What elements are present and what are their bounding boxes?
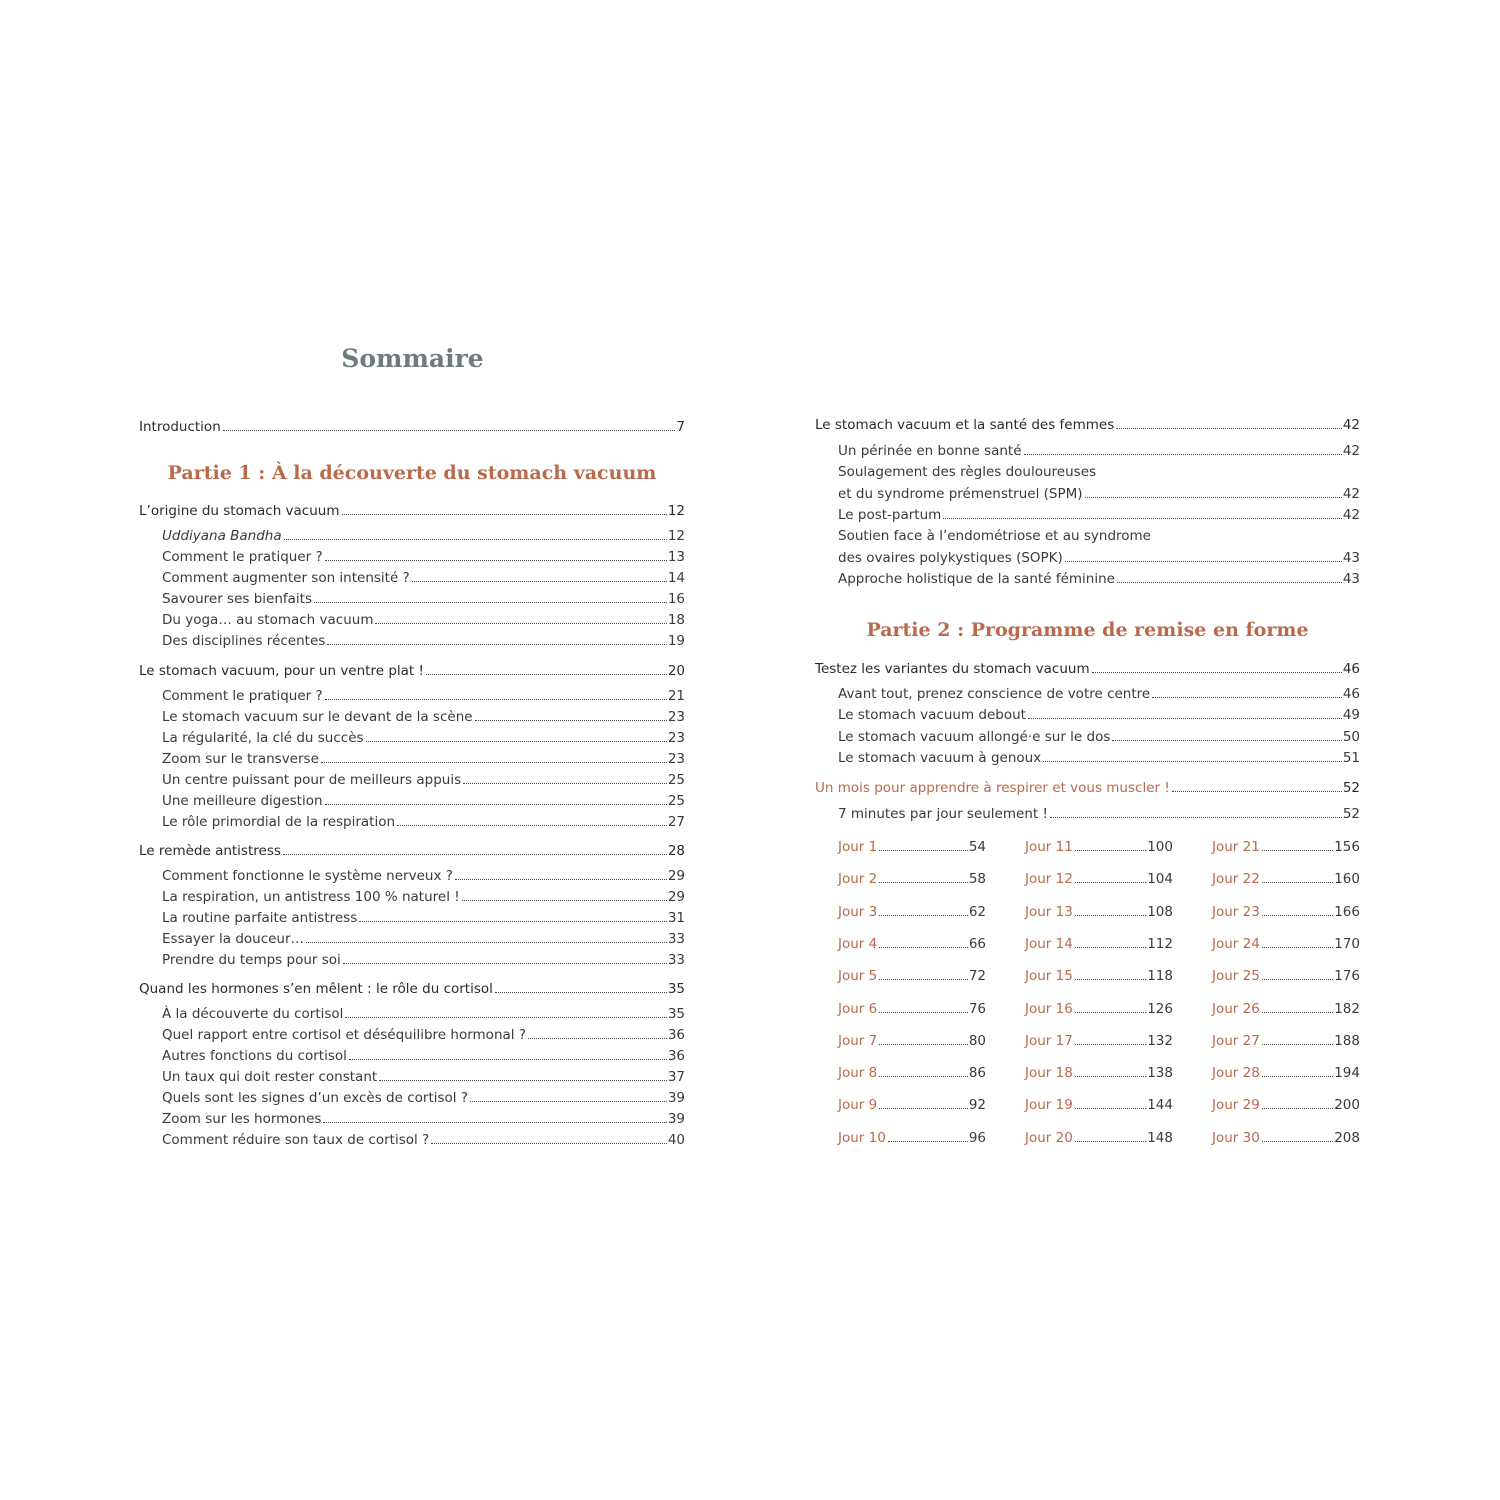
day-entry[interactable] bbox=[1212, 1032, 1360, 1050]
toc-entry-page: 40 bbox=[667, 1132, 685, 1148]
dot-leader bbox=[1028, 718, 1342, 719]
toc-entry-label: Quels sont les signes d’un excès de cortisol ? bbox=[162, 1090, 468, 1106]
toc-subentry[interactable] bbox=[162, 1131, 685, 1149]
dot-leader bbox=[343, 963, 667, 964]
toc-entry-label: Prendre du temps pour soi bbox=[162, 952, 341, 968]
dot-leader bbox=[1262, 1076, 1333, 1077]
toc-entry-page: 20 bbox=[667, 663, 685, 679]
day-entry[interactable] bbox=[838, 870, 986, 888]
toc-entry-label: Un périnée en bonne santé bbox=[838, 443, 1022, 459]
toc-subentry[interactable] bbox=[162, 527, 685, 545]
toc-section[interactable] bbox=[139, 842, 685, 860]
toc-entry-page: 42 bbox=[1342, 507, 1360, 523]
day-label: Jour 29 bbox=[1212, 1097, 1260, 1114]
toc-subentry[interactable] bbox=[162, 729, 685, 747]
toc-entry-label: Le stomach vacuum, pour un ventre plat ! bbox=[139, 663, 424, 679]
toc-entry-page: 42 bbox=[1342, 486, 1360, 502]
day-label: Jour 7 bbox=[838, 1032, 878, 1049]
day-page: 58 bbox=[968, 871, 986, 888]
day-page: 208 bbox=[1334, 1129, 1360, 1146]
day-page: 160 bbox=[1334, 871, 1360, 888]
toc-entry-label: Comment le pratiquer ? bbox=[162, 549, 323, 565]
toc-entry-label: Le post-partum bbox=[838, 507, 942, 523]
toc-section[interactable] bbox=[815, 660, 1360, 678]
toc-subentry[interactable] bbox=[162, 708, 685, 726]
toc-subentry[interactable] bbox=[162, 590, 685, 608]
toc-entry-label: Zoom sur le transverse bbox=[162, 751, 319, 767]
day-entry[interactable] bbox=[838, 838, 986, 856]
toc-entry-label: Un taux qui doit rester constant bbox=[162, 1069, 378, 1085]
toc-entry-label: Uddiyana Bandha bbox=[162, 528, 282, 544]
day-label: Jour 12 bbox=[1025, 871, 1073, 888]
dot-leader bbox=[321, 762, 667, 763]
dot-leader bbox=[463, 783, 667, 784]
dot-leader bbox=[375, 623, 666, 624]
toc-subentry[interactable] bbox=[162, 867, 685, 885]
toc-subentry[interactable] bbox=[162, 1026, 685, 1044]
dot-leader bbox=[325, 804, 667, 805]
toc-entry-label: Le stomach vacuum sur le devant de la scène bbox=[162, 709, 473, 725]
dot-leader bbox=[1262, 947, 1333, 948]
toc-entry-page: 23 bbox=[667, 751, 685, 767]
toc-subentry[interactable] bbox=[838, 442, 1360, 460]
day-label: Jour 2 bbox=[838, 871, 878, 888]
day-entry[interactable] bbox=[838, 1000, 986, 1018]
day-entry[interactable] bbox=[1025, 1032, 1173, 1050]
toc-entry-label: Comment réduire son taux de cortisol ? bbox=[162, 1132, 430, 1148]
dot-leader bbox=[528, 1038, 667, 1039]
toc-subentry[interactable] bbox=[162, 611, 685, 629]
toc-entry-page: 39 bbox=[667, 1111, 685, 1127]
day-entry[interactable] bbox=[838, 967, 986, 985]
toc-entry-label: L’origine du stomach vacuum bbox=[139, 503, 340, 519]
day-entry[interactable] bbox=[1212, 838, 1360, 856]
toc-entry-page: 18 bbox=[667, 612, 685, 628]
toc-entry-label: Le stomach vacuum allongé·e sur le dos bbox=[838, 729, 1111, 745]
dot-leader bbox=[879, 1108, 968, 1109]
dot-leader bbox=[283, 854, 667, 855]
toc-entry-page: 28 bbox=[667, 843, 685, 859]
dot-leader bbox=[323, 1122, 666, 1123]
day-page: 170 bbox=[1334, 935, 1360, 952]
day-label: Jour 18 bbox=[1025, 1065, 1073, 1082]
toc-entry-page: 29 bbox=[667, 889, 685, 905]
dot-leader bbox=[1172, 791, 1342, 792]
dot-leader bbox=[1262, 1012, 1333, 1013]
day-entry[interactable] bbox=[1212, 903, 1360, 921]
toc-entry-label: Du yoga… au stomach vacuum bbox=[162, 612, 374, 628]
toc-entry-page: 50 bbox=[1342, 729, 1360, 745]
toc-subentry[interactable] bbox=[162, 632, 685, 650]
day-label: Jour 19 bbox=[1025, 1097, 1073, 1114]
day-entry[interactable] bbox=[1212, 967, 1360, 985]
toc-entry-label: Comment fonctionne le système nerveux ? bbox=[162, 868, 453, 884]
dot-leader bbox=[1262, 915, 1333, 916]
day-label: Jour 4 bbox=[838, 935, 878, 952]
toc-entry-page: 16 bbox=[667, 591, 685, 607]
toc-subentry[interactable] bbox=[162, 888, 685, 906]
toc-entry-page: 14 bbox=[667, 570, 685, 586]
day-entry[interactable] bbox=[1212, 1000, 1360, 1018]
day-entry[interactable] bbox=[1212, 870, 1360, 888]
day-page: 92 bbox=[968, 1097, 986, 1114]
day-entry[interactable] bbox=[838, 903, 986, 921]
day-page: 148 bbox=[1147, 1129, 1173, 1146]
day-label: Jour 1 bbox=[838, 839, 878, 855]
dot-leader bbox=[284, 539, 667, 540]
day-page: 108 bbox=[1147, 903, 1173, 920]
toc-entry-page: 36 bbox=[667, 1027, 685, 1043]
toc-title: Sommaire bbox=[341, 344, 484, 373]
dot-leader bbox=[314, 602, 667, 603]
dot-leader bbox=[1050, 817, 1342, 818]
toc-subentry[interactable] bbox=[162, 569, 685, 587]
toc-entry-label: Des disciplines récentes bbox=[162, 633, 326, 649]
toc-entry-page: 29 bbox=[667, 868, 685, 884]
day-label: Jour 21 bbox=[1212, 839, 1260, 855]
day-page: 100 bbox=[1147, 839, 1173, 855]
day-label: Jour 13 bbox=[1025, 903, 1073, 920]
toc-entry-label: Le rôle primordial de la respiration bbox=[162, 814, 396, 830]
day-page: 112 bbox=[1147, 935, 1173, 952]
toc-section[interactable] bbox=[139, 502, 685, 520]
day-page: 126 bbox=[1147, 1000, 1173, 1017]
dot-leader bbox=[1262, 979, 1333, 980]
dot-leader bbox=[325, 699, 667, 700]
toc-subentry[interactable] bbox=[162, 792, 685, 810]
dot-leader bbox=[306, 942, 667, 943]
toc-subentry[interactable] bbox=[162, 1068, 685, 1086]
day-label: Jour 5 bbox=[838, 968, 878, 985]
day-label: Jour 26 bbox=[1212, 1000, 1260, 1017]
toc-entry-page: 13 bbox=[667, 549, 685, 565]
toc-subentry[interactable] bbox=[838, 549, 1360, 567]
dot-leader bbox=[1075, 850, 1146, 851]
dot-leader bbox=[1262, 882, 1333, 883]
dot-leader bbox=[223, 430, 676, 431]
dot-leader bbox=[327, 644, 667, 645]
toc-entry-label: Introduction bbox=[139, 419, 221, 435]
dot-leader bbox=[879, 947, 968, 948]
toc-entry-label: des ovaires polykystiques (SOPK) bbox=[838, 550, 1063, 566]
toc-entry-page: 27 bbox=[667, 814, 685, 830]
day-entry[interactable] bbox=[1025, 903, 1173, 921]
toc-subentry[interactable] bbox=[838, 570, 1360, 588]
toc-entry-page: 46 bbox=[1342, 661, 1360, 677]
dot-leader bbox=[879, 1044, 968, 1045]
day-page: 138 bbox=[1147, 1065, 1173, 1082]
day-label: Jour 25 bbox=[1212, 968, 1260, 985]
toc-section[interactable] bbox=[139, 980, 685, 998]
toc-entry-page: 43 bbox=[1342, 550, 1360, 566]
toc-entry-label: La régularité, la clé du succès bbox=[162, 730, 364, 746]
dot-leader bbox=[1075, 1076, 1146, 1077]
day-entry[interactable] bbox=[1025, 870, 1173, 888]
toc-entry-page: 49 bbox=[1342, 707, 1360, 723]
toc-entry-page: 51 bbox=[1342, 750, 1360, 766]
toc-subentry[interactable] bbox=[162, 813, 685, 831]
toc-section-month[interactable] bbox=[815, 779, 1360, 797]
day-label: Jour 9 bbox=[838, 1097, 878, 1114]
day-page: 62 bbox=[968, 903, 986, 920]
toc-entry-page: 25 bbox=[667, 793, 685, 809]
toc-entry-page: 42 bbox=[1342, 417, 1360, 433]
day-page: 76 bbox=[968, 1000, 986, 1017]
day-entry[interactable] bbox=[838, 1064, 986, 1082]
toc-subentry[interactable] bbox=[162, 548, 685, 566]
dot-leader bbox=[462, 900, 667, 901]
day-label: Jour 23 bbox=[1212, 903, 1260, 920]
dot-leader bbox=[1075, 1141, 1146, 1142]
toc-entry-page: 23 bbox=[667, 709, 685, 725]
day-entry[interactable] bbox=[838, 1096, 986, 1114]
dot-leader bbox=[366, 741, 667, 742]
day-page: 80 bbox=[968, 1032, 986, 1049]
dot-leader bbox=[1075, 1108, 1146, 1109]
toc-entry-page: 52 bbox=[1342, 806, 1360, 822]
day-label: Jour 14 bbox=[1025, 935, 1073, 952]
day-entry[interactable] bbox=[1025, 838, 1173, 856]
dot-leader bbox=[1075, 1044, 1146, 1045]
toc-entry-label: Le stomach vacuum et la santé des femmes bbox=[815, 417, 1115, 433]
dot-leader bbox=[1152, 697, 1342, 698]
day-entry[interactable] bbox=[838, 935, 986, 953]
day-entry[interactable] bbox=[838, 1129, 986, 1147]
day-label: Jour 6 bbox=[838, 1000, 878, 1017]
day-label: Jour 27 bbox=[1212, 1032, 1260, 1049]
toc-entry-label: Une meilleure digestion bbox=[162, 793, 323, 809]
toc-entry-page: 12 bbox=[667, 528, 685, 544]
toc-entry-label: Quel rapport entre cortisol et déséquilibre hormonal ? bbox=[162, 1027, 526, 1043]
day-entry[interactable] bbox=[1025, 1000, 1173, 1018]
day-entry[interactable] bbox=[1025, 935, 1173, 953]
dot-leader bbox=[1262, 1044, 1333, 1045]
day-page: 66 bbox=[968, 935, 986, 952]
dot-leader bbox=[431, 1143, 667, 1144]
dot-leader bbox=[1075, 947, 1146, 948]
toc-entry-label: Autres fonctions du cortisol bbox=[162, 1048, 347, 1064]
toc-entry-label: Quand les hormones s’en mêlent : le rôle du cortisol bbox=[139, 981, 493, 997]
toc-subentry[interactable] bbox=[162, 930, 685, 948]
toc-entry-label: Testez les variantes du stomach vacuum bbox=[815, 661, 1090, 677]
day-page: 86 bbox=[968, 1065, 986, 1082]
day-entry[interactable] bbox=[1025, 1096, 1173, 1114]
dot-leader bbox=[1262, 1141, 1333, 1142]
toc-entry-label: Le remède antistress bbox=[139, 843, 281, 859]
toc-entry-page: 37 bbox=[667, 1069, 685, 1085]
toc-subentry[interactable] bbox=[162, 1089, 685, 1107]
day-page: 118 bbox=[1147, 968, 1173, 985]
day-entry[interactable] bbox=[838, 1032, 986, 1050]
day-page: 166 bbox=[1334, 903, 1360, 920]
toc-subentry[interactable] bbox=[162, 750, 685, 768]
toc-entry-label: Avant tout, prenez conscience de votre centre bbox=[838, 686, 1151, 702]
toc-subentry[interactable] bbox=[162, 1110, 685, 1128]
dot-leader bbox=[879, 1012, 968, 1013]
dot-leader bbox=[1043, 761, 1342, 762]
toc-subentry-line1[interactable] bbox=[838, 463, 1360, 481]
dot-leader bbox=[426, 674, 667, 675]
day-label: Jour 16 bbox=[1025, 1000, 1073, 1017]
day-label: Jour 17 bbox=[1025, 1032, 1073, 1049]
toc-subentry[interactable] bbox=[162, 951, 685, 969]
toc-entry-introduction[interactable] bbox=[139, 418, 685, 436]
toc-entry-page: 36 bbox=[667, 1048, 685, 1064]
toc-entry-page: 31 bbox=[667, 910, 685, 926]
day-entry[interactable] bbox=[1025, 1129, 1173, 1147]
dot-leader bbox=[342, 514, 667, 515]
day-label: Jour 11 bbox=[1025, 839, 1073, 855]
toc-subentry[interactable] bbox=[162, 1005, 685, 1023]
dot-leader bbox=[470, 1101, 667, 1102]
toc-subentry[interactable] bbox=[838, 506, 1360, 524]
dot-leader bbox=[1092, 672, 1342, 673]
toc-subentry[interactable] bbox=[838, 805, 1360, 823]
dot-leader bbox=[1117, 582, 1342, 583]
toc-subentry[interactable] bbox=[162, 687, 685, 705]
toc-entry-page: 46 bbox=[1342, 686, 1360, 702]
toc-entry-page: 35 bbox=[667, 981, 685, 997]
dot-leader bbox=[879, 915, 968, 916]
toc-entry-label: Le stomach vacuum debout bbox=[838, 707, 1026, 723]
toc-entry-page: 52 bbox=[1342, 780, 1360, 796]
dot-leader bbox=[325, 560, 667, 561]
dot-leader bbox=[879, 850, 968, 851]
day-label: Jour 8 bbox=[838, 1065, 878, 1082]
toc-entry-label: Le stomach vacuum à genoux bbox=[838, 750, 1042, 766]
day-entry[interactable] bbox=[1212, 1129, 1360, 1147]
dot-leader bbox=[1116, 428, 1342, 429]
toc-subentry[interactable] bbox=[162, 771, 685, 789]
day-page: 104 bbox=[1147, 871, 1173, 888]
dot-leader bbox=[1075, 1012, 1146, 1013]
dot-leader bbox=[879, 1076, 968, 1077]
dot-leader bbox=[1262, 1108, 1333, 1109]
part-2-heading: Partie 2 : Programme de remise en forme bbox=[866, 619, 1309, 641]
day-entry[interactable] bbox=[1212, 1096, 1360, 1114]
toc-entry-label: Un mois pour apprendre à respirer et vous muscler ! bbox=[815, 780, 1170, 796]
dot-leader bbox=[1024, 454, 1342, 455]
toc-entry-label: Comment augmenter son intensité ? bbox=[162, 570, 410, 586]
dot-leader bbox=[1075, 915, 1146, 916]
dot-leader bbox=[345, 1017, 666, 1018]
toc-subentry-line1[interactable] bbox=[838, 527, 1360, 545]
toc-entry-label: À la découverte du cortisol bbox=[162, 1006, 344, 1022]
dot-leader bbox=[412, 581, 667, 582]
toc-section[interactable] bbox=[815, 416, 1360, 434]
toc-entry-page: 7 bbox=[676, 419, 685, 435]
toc-entry-page: 35 bbox=[667, 1006, 685, 1022]
dot-leader bbox=[1075, 979, 1146, 980]
toc-subentry[interactable] bbox=[838, 485, 1360, 503]
dot-leader bbox=[475, 720, 667, 721]
dot-leader bbox=[455, 879, 667, 880]
dot-leader bbox=[349, 1059, 667, 1060]
day-page: 132 bbox=[1147, 1032, 1173, 1049]
toc-entry-label: Soutien face à l’endométriose et au syndrome bbox=[838, 528, 1151, 544]
toc-entry-page: 23 bbox=[667, 730, 685, 746]
dot-leader bbox=[879, 979, 968, 980]
dot-leader bbox=[888, 1141, 968, 1142]
day-label: Jour 28 bbox=[1212, 1065, 1260, 1082]
toc-entry-label: La routine parfaite antistress bbox=[162, 910, 358, 926]
day-page: 96 bbox=[968, 1129, 986, 1146]
dot-leader bbox=[1085, 497, 1342, 498]
day-label: Jour 10 bbox=[838, 1129, 886, 1146]
toc-entry-label: et du syndrome prémenstruel (SPM) bbox=[838, 486, 1083, 502]
toc-entry-label: Soulagement des règles douloureuses bbox=[838, 464, 1097, 480]
dot-leader bbox=[495, 992, 667, 993]
toc-entry-label: Savourer ses bienfaits bbox=[162, 591, 312, 607]
toc-entry-page: 33 bbox=[667, 952, 685, 968]
toc-entry-page: 25 bbox=[667, 772, 685, 788]
day-page: 188 bbox=[1334, 1032, 1360, 1049]
day-label: Jour 15 bbox=[1025, 968, 1073, 985]
toc-section[interactable] bbox=[139, 662, 685, 680]
toc-entry-page: 12 bbox=[667, 503, 685, 519]
day-page: 156 bbox=[1334, 839, 1360, 855]
day-label: Jour 24 bbox=[1212, 935, 1260, 952]
dot-leader bbox=[359, 921, 667, 922]
day-label: Jour 20 bbox=[1025, 1129, 1073, 1146]
toc-entry-label: Approche holistique de la santé féminine bbox=[838, 571, 1115, 587]
day-page: 176 bbox=[1334, 968, 1360, 985]
toc-entry-label: La respiration, un antistress 100 % naturel ! bbox=[162, 889, 460, 905]
day-page: 144 bbox=[1147, 1097, 1173, 1114]
toc-entry-page: 39 bbox=[667, 1090, 685, 1106]
toc-entry-label: Un centre puissant pour de meilleurs appuis bbox=[162, 772, 462, 788]
toc-entry-page: 43 bbox=[1342, 571, 1360, 587]
dot-leader bbox=[1075, 882, 1146, 883]
toc-entry-label: 7 minutes par jour seulement ! bbox=[838, 806, 1048, 822]
day-entry[interactable] bbox=[1025, 1064, 1173, 1082]
toc-entry-label: Comment le pratiquer ? bbox=[162, 688, 323, 704]
day-page: 194 bbox=[1334, 1065, 1360, 1082]
dot-leader bbox=[1065, 561, 1342, 562]
day-page: 72 bbox=[968, 968, 986, 985]
day-entry[interactable] bbox=[1025, 967, 1173, 985]
day-page: 200 bbox=[1334, 1097, 1360, 1114]
toc-subentry[interactable] bbox=[162, 1047, 685, 1065]
day-entry[interactable] bbox=[1212, 935, 1360, 953]
toc-subentry[interactable] bbox=[838, 685, 1360, 703]
dot-leader bbox=[1112, 740, 1341, 741]
toc-subentry[interactable] bbox=[162, 909, 685, 927]
toc-entry-label: Zoom sur les hormones bbox=[162, 1111, 322, 1127]
toc-entry-page: 19 bbox=[667, 633, 685, 649]
dot-leader bbox=[879, 882, 968, 883]
day-label: Jour 3 bbox=[838, 903, 878, 920]
toc-subentry[interactable] bbox=[838, 728, 1360, 746]
toc-subentry[interactable] bbox=[838, 706, 1360, 724]
day-entry[interactable] bbox=[1212, 1064, 1360, 1082]
day-page: 182 bbox=[1334, 1000, 1360, 1017]
day-label: Jour 22 bbox=[1212, 871, 1260, 888]
toc-subentry[interactable] bbox=[838, 749, 1360, 767]
dot-leader bbox=[379, 1080, 667, 1081]
toc-entry-page: 33 bbox=[667, 931, 685, 947]
dot-leader bbox=[397, 825, 667, 826]
toc-entry-page: 42 bbox=[1342, 443, 1360, 459]
part-1-heading: Partie 1 : À la découverte du stomach vacuum bbox=[167, 462, 657, 484]
day-page: 54 bbox=[968, 839, 986, 855]
day-label: Jour 30 bbox=[1212, 1129, 1260, 1146]
dot-leader bbox=[1262, 850, 1333, 851]
toc-entry-page: 21 bbox=[667, 688, 685, 704]
dot-leader bbox=[943, 518, 1342, 519]
toc-entry-label: Essayer la douceur… bbox=[162, 931, 305, 947]
